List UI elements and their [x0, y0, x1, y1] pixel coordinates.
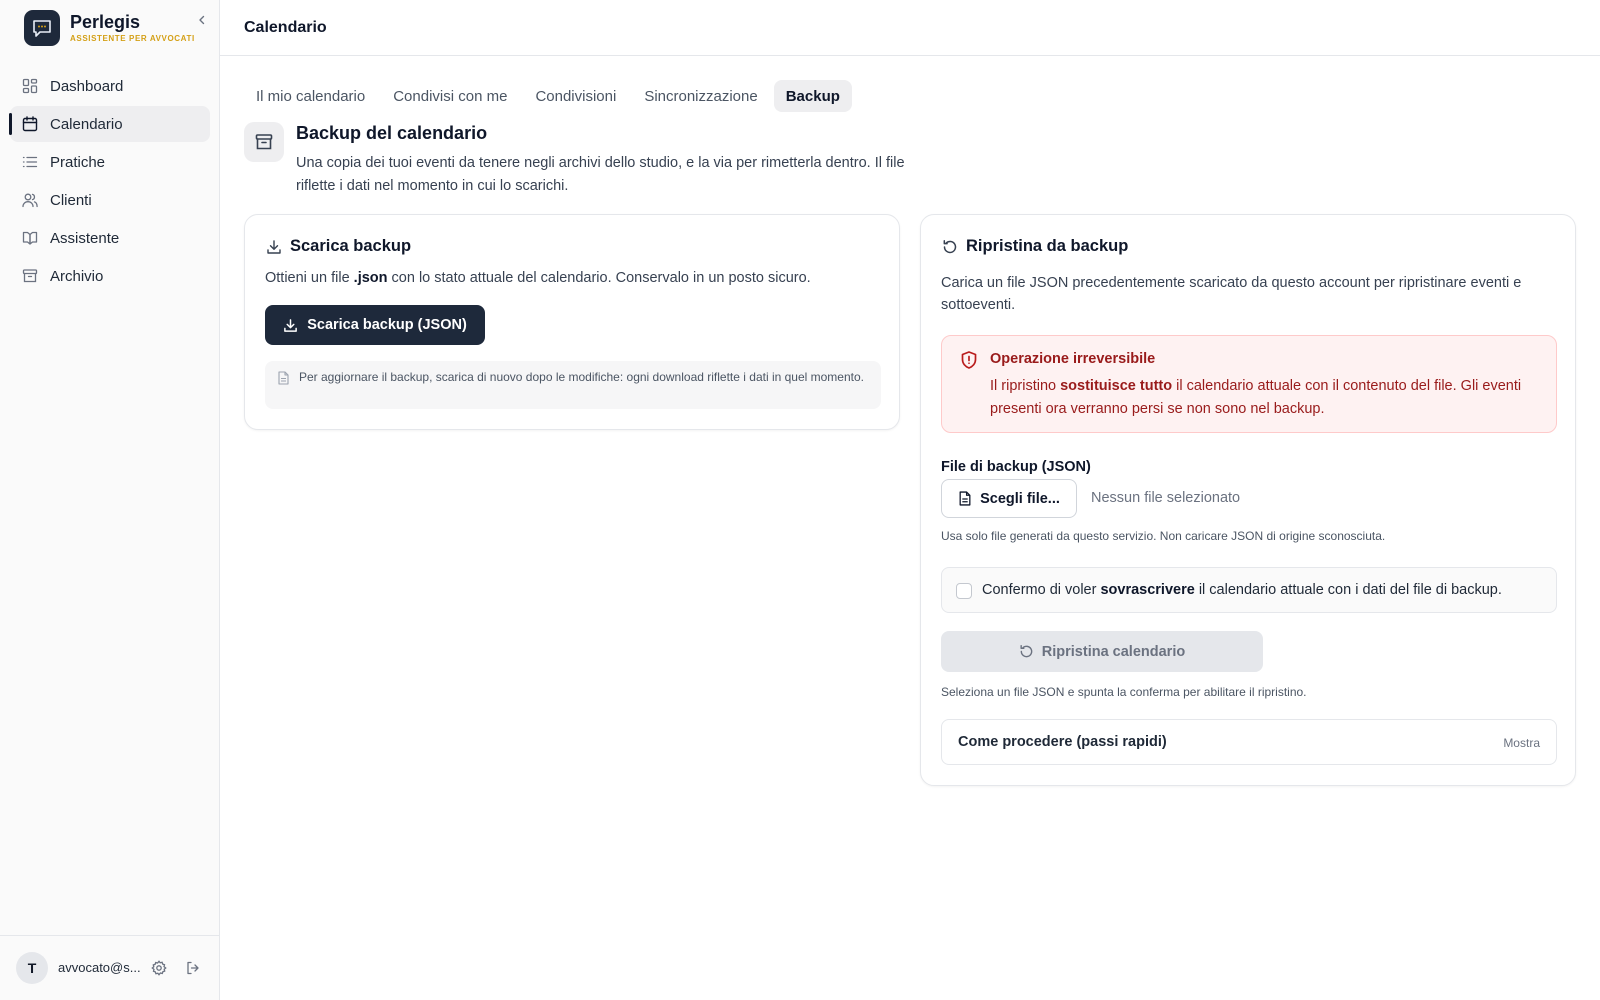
sidebar-footer	[0, 935, 219, 1000]
sidebar-item-label: Clienti	[50, 191, 92, 209]
chevron-left-icon	[197, 15, 207, 25]
download-button-label: Scarica backup (JSON)	[307, 317, 467, 333]
accordion-title: Come procedere (passi rapidi)	[958, 734, 1167, 750]
restore-calendar-button[interactable]	[941, 631, 1263, 672]
sidebar-item-dashboard[interactable]	[10, 68, 210, 104]
page-title: Calendario	[244, 19, 327, 36]
calendar-icon	[21, 115, 39, 133]
top-bar	[220, 0, 1600, 56]
user-email: avvocato@s...	[58, 960, 141, 975]
restore-backup-card	[920, 214, 1576, 786]
sidebar-item-label: Dashboard	[50, 77, 124, 95]
tab-condivisioni[interactable]: Condivisioni	[535, 87, 617, 105]
tab-bar	[244, 80, 856, 112]
logout-button[interactable]	[184, 959, 202, 977]
accordion-toggle[interactable]: Mostra	[1503, 736, 1540, 750]
logout-icon	[185, 960, 201, 976]
download-backup-button[interactable]	[265, 305, 485, 345]
settings-button[interactable]	[150, 959, 168, 977]
file-icon	[958, 491, 972, 506]
tab-condivisi-con-me[interactable]: Condivisi con me	[393, 87, 508, 105]
brand-tagline: ASSISTENTE PER AVVOCATI	[70, 34, 195, 43]
avatar[interactable]: T	[16, 952, 48, 984]
alert-text-part: Il ripristino	[990, 378, 1061, 394]
collapse-sidebar-button[interactable]	[194, 12, 210, 28]
download-icon	[265, 238, 283, 256]
confirm-text-part: Confermo di voler	[982, 582, 1101, 598]
file-field-label: File di backup (JSON)	[941, 459, 1091, 475]
brand-logo[interactable]	[24, 10, 60, 46]
download-note-text: Per aggiornare il backup, scarica di nuovo dopo le modifiche: ogni download riflette i dati in quel momento.	[299, 370, 864, 384]
download-desc-text: Ottieni un file	[265, 270, 354, 286]
download-note	[265, 361, 881, 409]
file-extension: .json	[353, 270, 388, 286]
restore-card-header	[941, 237, 1128, 256]
dashboard-icon	[21, 77, 39, 95]
alert-text-bold: sostituisce tutto	[1060, 378, 1173, 394]
sidebar-nav	[10, 68, 210, 296]
tab-sincronizzazione[interactable]: Sincronizzazione	[644, 87, 758, 105]
confirm-text-part: il calendario attuale con i dati del file di backup.	[1194, 582, 1502, 598]
archive-icon	[21, 267, 39, 285]
list-icon	[21, 153, 39, 171]
download-backup-card	[244, 214, 900, 430]
alert-text-part: il calendario attuale con il contenuto del file. Gli eventi presenti ora verranno persi se non sono nel backup.	[990, 378, 1522, 417]
restore-description: Carica un file JSON precedentemente scaricato da questo account per ripristinare eventi e sottoeventi.	[941, 275, 1522, 313]
alert-title: Operazione irreversibile	[990, 351, 1156, 367]
users-icon	[21, 191, 39, 209]
download-desc-text: con lo stato attuale del calendario. Conservalo in un posto sicuro.	[387, 270, 811, 286]
choose-file-button[interactable]	[941, 479, 1077, 518]
choose-file-label: Scegli file...	[980, 490, 1060, 507]
shield-alert-icon	[959, 350, 979, 370]
download-card-header	[265, 237, 411, 256]
restore-card-title: Ripristina da backup	[966, 237, 1129, 255]
alert-text	[990, 375, 1546, 421]
confirm-overwrite-box	[941, 567, 1557, 613]
brand-name: Perlegis	[70, 12, 141, 32]
book-icon	[21, 229, 39, 247]
sidebar-item-label: Pratiche	[50, 153, 106, 171]
confirm-text-bold: sovrascrivere	[1100, 582, 1195, 598]
file-status: Nessun file selezionato	[1091, 490, 1241, 506]
steps-accordion[interactable]	[941, 719, 1557, 765]
tab-il-mio-calendario[interactable]: Il mio calendario	[256, 87, 366, 105]
sidebar	[0, 0, 220, 1000]
brand	[24, 10, 210, 48]
download-description	[265, 270, 811, 286]
restore-help-text: Seleziona un file JSON e spunta la conferma per abilitare il ripristino.	[941, 685, 1307, 699]
sidebar-item-calendario[interactable]	[10, 106, 210, 142]
section-description: Una copia dei tuoi eventi da tenere negli archivi dello studio, e la via per rimetterla dentro. Il file riflette i dati nel momento in cui lo scarichi.	[296, 155, 905, 194]
sidebar-item-pratiche[interactable]	[10, 144, 210, 180]
sidebar-item-label: Assistente	[50, 229, 120, 247]
sidebar-item-label: Calendario	[50, 115, 123, 133]
file-icon	[277, 371, 291, 385]
rotate-ccw-icon	[941, 238, 959, 256]
archive-icon	[244, 122, 284, 162]
rotate-ccw-icon	[1019, 644, 1034, 659]
sidebar-item-clienti[interactable]	[10, 182, 210, 218]
section-title: Backup del calendario	[296, 123, 488, 143]
file-help-text: Usa solo file generati da questo servizio. Non caricare JSON di origine sconosciuta.	[941, 529, 1386, 543]
gear-icon	[151, 960, 167, 976]
sidebar-item-label: Archivio	[50, 267, 104, 285]
confirm-overwrite-checkbox[interactable]	[956, 583, 972, 599]
irreversible-warning	[941, 335, 1557, 433]
confirm-overwrite-label[interactable]	[982, 582, 1502, 598]
download-icon	[283, 318, 298, 333]
tab-backup[interactable]: Backup	[774, 80, 852, 112]
sidebar-item-archivio[interactable]	[10, 258, 210, 294]
download-card-title: Scarica backup	[290, 237, 412, 255]
restore-button-label: Ripristina calendario	[1041, 643, 1186, 660]
sidebar-item-assistente[interactable]	[10, 220, 210, 256]
